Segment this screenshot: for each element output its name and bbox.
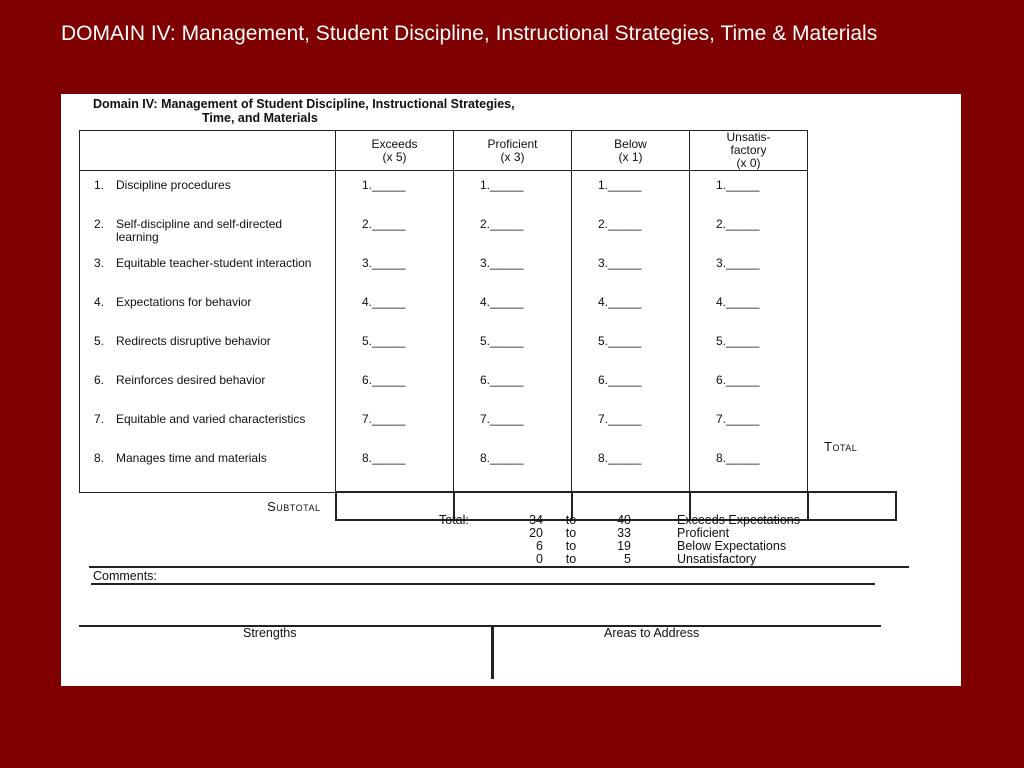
unsatisfactory-blanks-cell — [690, 171, 808, 493]
rating-blank: 3._____ — [598, 256, 642, 270]
total-header-blank — [808, 131, 896, 171]
strengths-areas-divider — [491, 627, 494, 679]
rating-blank: 7._____ — [362, 412, 406, 426]
form-title-line-1: Domain IV: Management of Student Discipline, Instructional Strategies, — [93, 97, 515, 111]
blank-list — [336, 171, 453, 491]
strengths-top-rule — [79, 625, 881, 627]
rating-blank: 5._____ — [362, 334, 406, 348]
rating-blank: 5._____ — [480, 334, 524, 348]
scale-to-word: to — [565, 552, 577, 566]
criterion-item — [94, 296, 335, 335]
total-box — [808, 492, 896, 520]
subtotal-box-exceeds — [336, 492, 454, 520]
below-blanks-cell — [572, 171, 690, 493]
scale-label: Proficient — [677, 526, 730, 540]
scale-label: Unsatisfactory — [677, 552, 757, 566]
total-label: Total — [824, 438, 858, 454]
rating-blank: 2._____ — [362, 217, 406, 231]
rating-blank: 2._____ — [716, 217, 760, 231]
criterion-text: Self-discipline and self-directed learning — [116, 217, 283, 244]
comments-bottom-rule — [91, 583, 875, 585]
criterion-number: 5. — [94, 334, 105, 348]
criterion-number: 2. — [94, 217, 105, 231]
rating-body-row — [80, 171, 896, 493]
rating-blank: 2._____ — [598, 217, 642, 231]
criterion-number: 1. — [94, 178, 105, 192]
column-header-label: Proficient — [487, 136, 538, 151]
rating-blank: 8._____ — [716, 451, 760, 465]
criteria-header-cell — [80, 131, 336, 171]
rating-blank: 2._____ — [480, 217, 524, 231]
scale-from: 0 — [536, 552, 543, 566]
rating-blank: 4._____ — [362, 295, 406, 309]
column-header-multiplier: (x 1) — [618, 149, 643, 164]
scale-label: Below Expectations — [677, 539, 787, 553]
scale-from: 34 — [529, 513, 543, 527]
comments-label: Comments: — [93, 569, 157, 583]
criteria-cell — [80, 171, 336, 493]
scale-spacer — [439, 553, 507, 566]
scale-from: 20 — [529, 526, 543, 540]
rating-blank: 7._____ — [480, 412, 524, 426]
scale-row — [439, 553, 800, 566]
rating-blank: 1._____ — [480, 178, 524, 192]
column-header-label: Below — [614, 136, 647, 151]
criterion-item — [94, 179, 335, 218]
criterion-number: 3. — [94, 256, 105, 270]
total-cell — [808, 171, 896, 493]
criterion-text: Equitable teacher-student interaction — [116, 256, 312, 270]
criterion-text: Manages time and materials — [116, 451, 267, 465]
proficient-blanks-cell — [454, 171, 572, 493]
rating-blank: 6._____ — [362, 373, 406, 387]
evaluation-form-image — [61, 94, 961, 686]
criterion-text: Expectations for behavior — [116, 295, 252, 309]
scale-from: 6 — [536, 539, 543, 553]
rating-table — [79, 130, 897, 521]
column-header-label: Exceeds — [371, 136, 418, 151]
rating-blank: 7._____ — [716, 412, 760, 426]
criterion-text: Reinforces desired behavior — [116, 373, 266, 387]
form-title-line-2: Time, and Materials — [202, 111, 318, 125]
comments-top-rule — [89, 566, 909, 568]
rating-blank: 8._____ — [598, 451, 642, 465]
strengths-label: Strengths — [243, 626, 297, 640]
exceeds-blanks-cell — [336, 171, 454, 493]
rating-blank: 5._____ — [716, 334, 760, 348]
scale-spacer — [439, 527, 507, 540]
scale-to: 40 — [617, 513, 631, 527]
rating-blank: 4._____ — [598, 295, 642, 309]
column-header-below — [572, 131, 690, 171]
column-header-proficient — [454, 131, 572, 171]
column-header-label: Unsatis- — [726, 130, 771, 144]
blank-list — [690, 171, 807, 491]
criterion-item — [94, 218, 335, 257]
rating-blank: 1._____ — [598, 178, 642, 192]
rating-blank: 6._____ — [716, 373, 760, 387]
column-header-multiplier: (x 3) — [500, 149, 525, 164]
scale-to-word: to — [565, 513, 577, 527]
column-header-unsatisfactory — [690, 131, 808, 171]
column-header-exceeds — [336, 131, 454, 171]
criterion-item — [94, 335, 335, 374]
criterion-number: 7. — [94, 412, 105, 426]
criterion-text: Equitable and varied characteristics — [116, 412, 306, 426]
scale-total-label: Total: — [439, 513, 469, 527]
scale-to-word: to — [565, 539, 577, 553]
criterion-item — [94, 257, 335, 296]
scale-to: 19 — [617, 539, 631, 553]
scale-label: Exceeds Expectations — [677, 513, 800, 527]
criterion-text: Discipline procedures — [116, 178, 231, 192]
rating-blank: 4._____ — [716, 295, 760, 309]
column-header-label-cont: factory — [730, 143, 767, 157]
scale-to-word: to — [565, 526, 577, 540]
blank-list — [572, 171, 689, 491]
criterion-item — [94, 452, 335, 491]
column-header-multiplier: (x 5) — [382, 149, 407, 164]
scale-spacer — [439, 540, 507, 553]
rating-header-row — [80, 131, 896, 171]
rating-blank: 8._____ — [480, 451, 524, 465]
score-scale — [439, 514, 800, 566]
column-header-multiplier: (x 0) — [736, 156, 761, 170]
rating-blank: 8._____ — [362, 451, 406, 465]
rating-blank: 5._____ — [598, 334, 642, 348]
rating-blank: 3._____ — [716, 256, 760, 270]
rating-blank: 3._____ — [362, 256, 406, 270]
subtotal-label: Subtotal — [80, 492, 336, 520]
criterion-item — [94, 374, 335, 413]
blank-list — [454, 171, 571, 491]
scale-to: 33 — [617, 526, 631, 540]
criterion-item — [94, 413, 335, 452]
rating-blank: 1._____ — [716, 178, 760, 192]
scale-to: 5 — [624, 552, 631, 566]
form-title — [93, 97, 853, 125]
rating-blank: 6._____ — [598, 373, 642, 387]
criteria-list — [80, 171, 335, 491]
areas-to-address-label: Areas to Address — [604, 626, 700, 640]
rating-blank: 7._____ — [598, 412, 642, 426]
rating-blank: 6._____ — [480, 373, 524, 387]
slide-title: DOMAIN IV: Management, Student Discipline, Instructional Strategies, Time & Materials — [61, 22, 878, 45]
rating-blank: 3._____ — [480, 256, 524, 270]
rating-blank: 4._____ — [480, 295, 524, 309]
criterion-number: 4. — [94, 295, 105, 309]
criterion-number: 8. — [94, 451, 105, 465]
criterion-number: 6. — [94, 373, 105, 387]
criterion-text: Redirects disruptive behavior — [116, 334, 271, 348]
rating-blank: 1._____ — [362, 178, 406, 192]
